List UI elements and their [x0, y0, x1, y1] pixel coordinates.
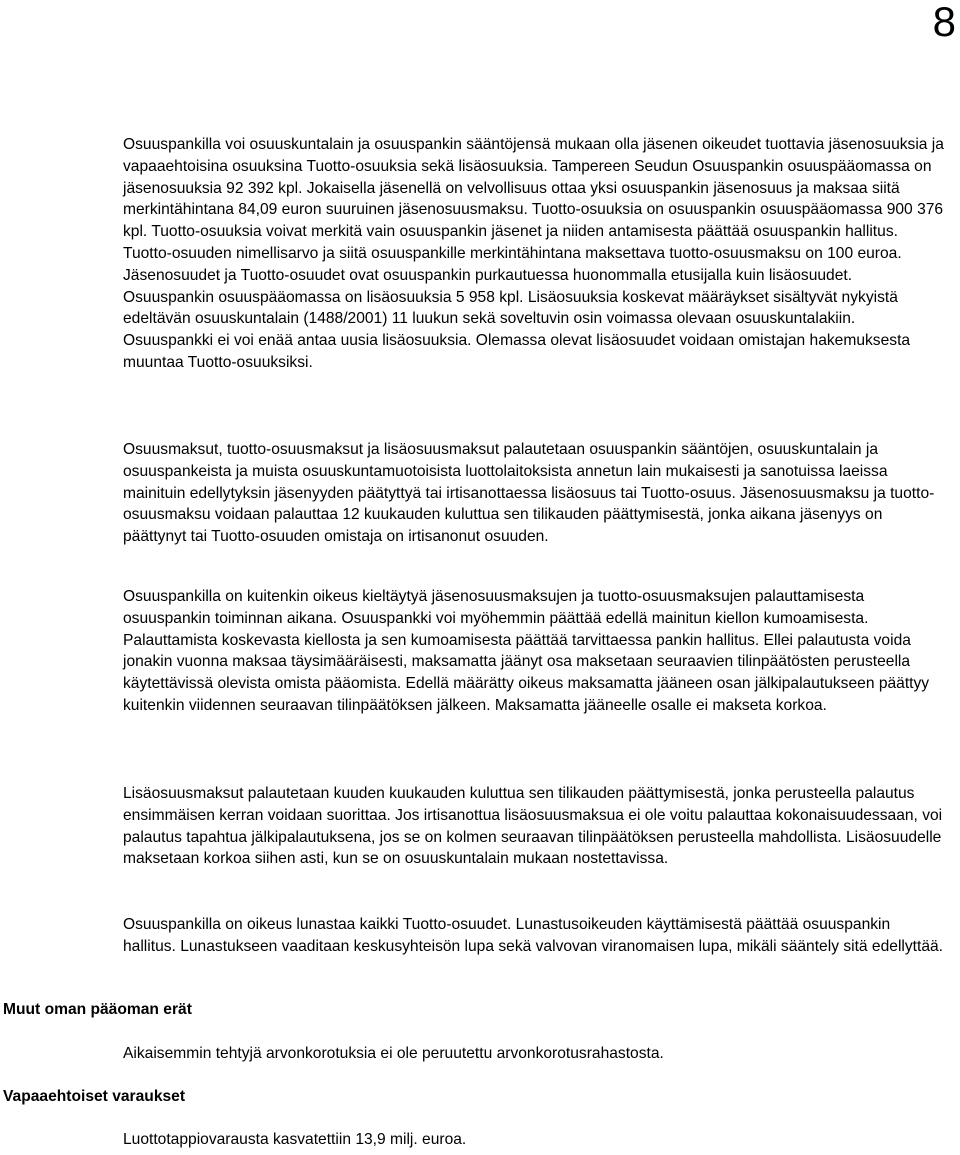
section-heading-muut-oman-paaoman-erat: Muut oman pääoman erät	[3, 1001, 192, 1018]
paragraph-lisaosuusmaksut: Lisäosuusmaksut palautetaan kuuden kuukauden kuluttua sen tilikauden päättymisestä, jonka perusteella palautus ensimmäisen kerran voidaan suorittaa. Jos irtisanottua lisäosuusmaksua ei ole voitu palauttaa kokonaisuudessaan, voi palautus tapahtua jälkipalautuksena, jos se on kolmen seuraavan tilinpäätöksen perusteella mahdollista. Lisäosuudelle maksetaan korkoa siihen asti, kun se on osuuskuntalain mukaan nostettavissa.	[123, 785, 943, 868]
section-text-vapaaehtoiset-varaukset: Luottotappiovarausta kasvatettiin 13,9 milj. euroa.	[123, 1131, 467, 1148]
paragraph-osuusmaksut-palautus: Osuusmaksut, tuotto-osuusmaksut ja lisäosuusmaksut palautetaan osuuspankin sääntöjen, osuuskuntalain ja osuuspankeista ja muista osuuskuntamuotoisista luottolaitoksista annetun lain mukaisesti ja sanotuissa laeissa mainituin edellytyksin jäsenyyden päätyttyä tai irtisanottaessa lisäosuus tai Tuotto-osuus. Jäsenosuusmaksu ja tuotto-osuusmaksu voidaan palauttaa 12 kuukauden kuluttua sen tilikauden päättymisestä, jonka aikana jäsenyys on päättynyt tai Tuotto-osuuden omistaja on irtisanonut osuuden.	[123, 441, 935, 546]
section-heading-vapaaehtoiset-varaukset: Vapaaehtoiset varaukset	[3, 1088, 186, 1105]
paragraph-palautuskielto: Osuuspankilla on kuitenkin oikeus kieltäytyä jäsenosuusmaksujen ja tuotto-osuusmaksujen palauttamisesta osuuspankin toiminnan aikana. Osuuspankki voi myöhemmin päättää edellä mainitun kiellon kumoamisesta. Palauttamista koskevasta kiellosta ja sen kumoamisesta päättää tarvittaessa pankin hallitus. Ellei palautusta voida jonakin vuonna maksaa täysimääräisesti, maksamatta jäänyt osa maksetaan seuraavien tilinpäätösten perusteella käytettävissä olevista omista pääomista. Edellä määrätty oikeus maksamatta jääneen osan jälkipalautukseen päättyy kuitenkin viidennen seuraavan tilinpäätöksen jälkeen. Maksamatta jääneelle osalle ei makseta korkoa.	[123, 588, 930, 714]
paragraph-lunastus: Osuuspankilla on oikeus lunastaa kaikki Tuotto-osuudet. Lunastusoikeuden käyttämisestä päättää osuuspankin hallitus. Lunastukseen vaaditaan keskusyhteisön lupa sekä valvovan viranomaisen lupa, mikäli sääntely sitä edellyttää.	[123, 916, 944, 955]
page-number: 8	[932, 0, 956, 45]
section-text-muut-oman-paaoman-erat: Aikaisemmin tehtyjä arvonkorotuksia ei ole peruutettu arvonkorotusrahastosta.	[123, 1045, 664, 1062]
paragraph-osuudet: Osuuspankilla voi osuuskuntalain ja osuuspankin sääntöjensä mukaan olla jäsenen oikeudet tuottavia jäsenosuuksia ja vapaaehtoisina osuuksina Tuotto-osuuksia sekä lisäosuuksia. Tampereen Seudun Osuuspankin osuuspääomassa on jäsenosuuksia 92 392 kpl. Jokaisella jäsenellä on velvollisuus ottaa yksi osuuspankin jäsenosuus ja maksaa siitä merkintähintana 84,09 euron suuruinen jäsenosuusmaksu. Tuotto-osuuksia on osuuspankin osuuspääomassa 900 376 kpl. Tuotto-osuuksia voivat merkitä vain osuuspankin jäsenet ja niiden antamisesta päättää osuuspankin hallitus. Tuotto-osuuden nimellisarvo ja siitä osuuspankille merkintähintana maksettava tuotto-osuusmaksu on 100 euroa. Jäsenosuudet ja Tuotto-osuudet ovat osuuspankin purkautuessa huonommalla etusijalla kuin lisäosuudet. Osuuspankin osuuspääomassa on lisäosuuksia 5 958 kpl. Lisäosuuksia koskevat määräykset sisältyvät nykyistä edeltävän osuuskuntalain (1488/2001) 11 luukun sekä soveltuvin osin voimassa olevaan osuuskuntalakiin. Osuuspankki ei voi enää antaa uusia lisäosuuksia. Olemassa olevat lisäosuudet voidaan omistajan hakemuksesta muuntaa Tuotto-osuuksiksi.	[123, 136, 944, 371]
